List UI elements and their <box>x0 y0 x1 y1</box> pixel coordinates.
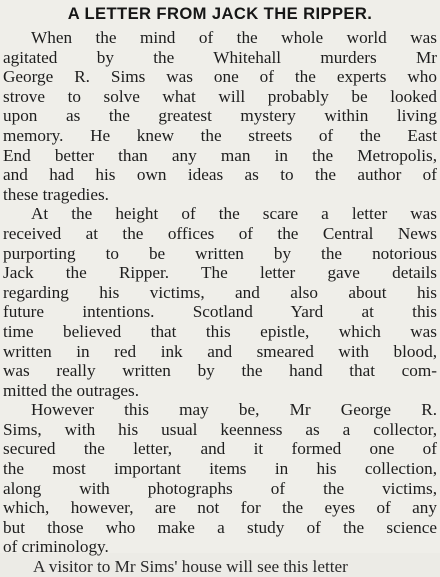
article-line: End better than any man in the Metropolis, <box>3 145 437 165</box>
article-line: When the mind of the whole world was <box>31 28 437 47</box>
article-line: but those who make a study of the science <box>3 517 437 537</box>
article-line: However this may be, Mr George R. <box>31 400 437 420</box>
cut-off-line: A visitor to Mr Sims' house will see this letter <box>33 557 348 577</box>
article-line: agitated by the Whitehall murders Mr <box>3 47 437 67</box>
article-line: future intentions. Scotland Yard at this <box>3 302 437 322</box>
article-line-last: mitted the outrages. <box>3 380 140 400</box>
article-line: George R. Sims was one of the experts who <box>3 67 437 87</box>
article-line: was really written by the hand that com- <box>3 361 437 381</box>
article-line: Sims, with his usual keenness as a collector, <box>3 419 437 439</box>
article-line: At the height of the scare a letter was <box>31 204 437 224</box>
article-line: the most important items in his collection, <box>3 459 437 479</box>
article-line: upon as the greatest mystery within living <box>3 106 437 126</box>
article-line: purporting to be written by the notorious <box>3 243 437 263</box>
article-line: strove to solve what will probably be looked <box>3 86 437 106</box>
article-line: secured the letter, and it formed one of <box>3 439 437 459</box>
article-line: received at the offices of the Central News <box>3 223 437 243</box>
headline: A LETTER FROM JACK THE RIPPER. <box>67 4 373 23</box>
article-line: Jack the Ripper. The letter gave details <box>3 263 437 283</box>
article-line-last: of criminology. <box>3 537 109 557</box>
article-line-last: these tragedies. <box>3 184 109 204</box>
article-line: time believed that this epistle, which was <box>3 321 437 341</box>
article-line: regarding his victims, and also about his <box>3 282 437 302</box>
article-line: and had his own ideas as to the author of <box>3 165 437 185</box>
article-body <box>3 28 437 577</box>
article-line: written in red ink and smeared with blood, <box>3 341 437 361</box>
article-line: memory. He knew the streets of the East <box>3 125 437 145</box>
article-line: which, however, are not for the eyes of any <box>3 498 437 518</box>
article-line: along with photographs of the victims, <box>3 478 437 498</box>
